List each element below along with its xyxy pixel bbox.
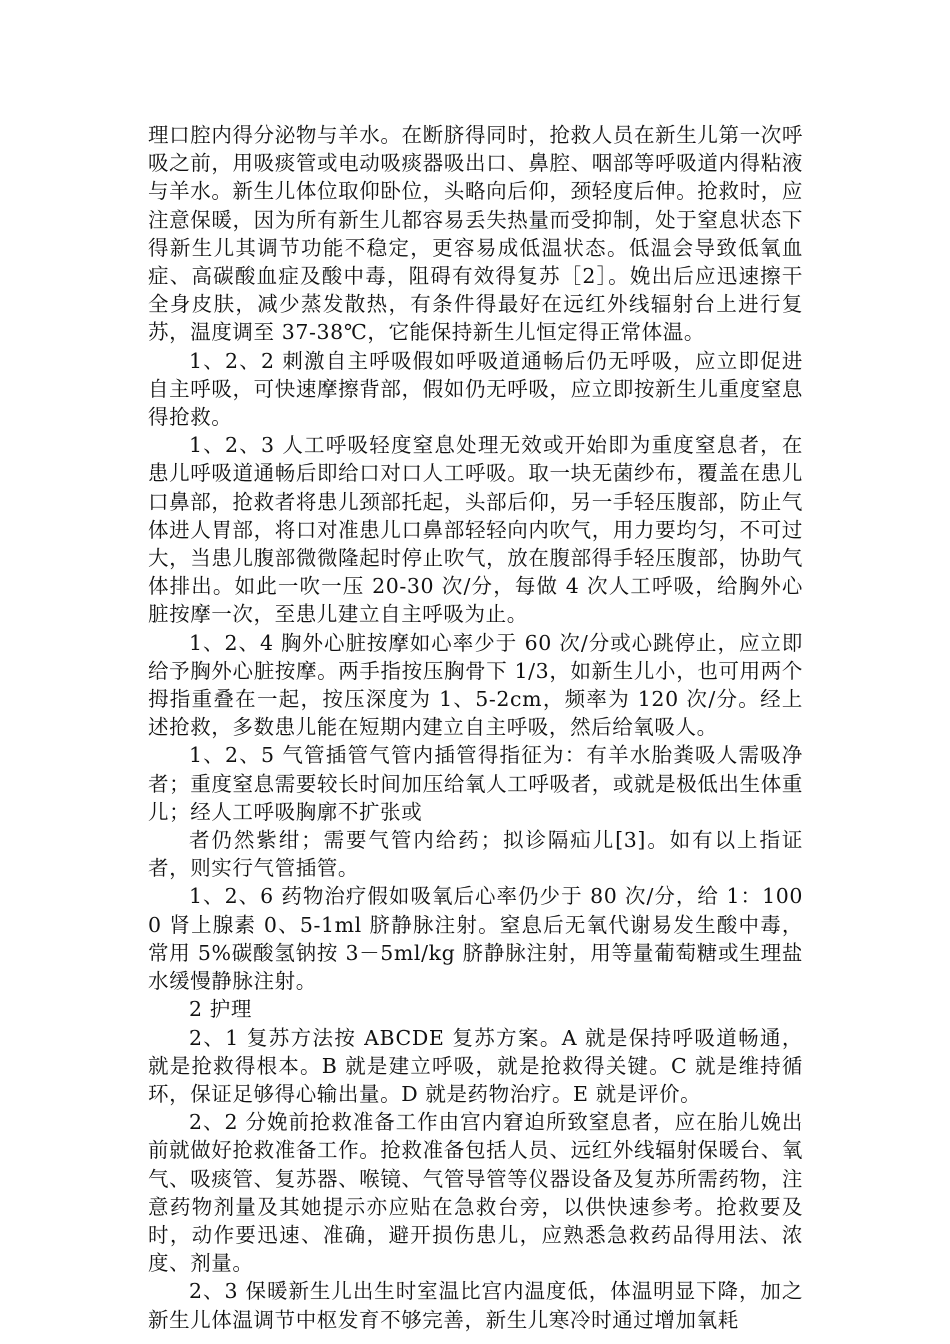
paragraph: 2、1 复苏方法按 ABCDE 复苏方案。A 就是保持呼吸道畅通，就是抢救得根本。B 就是建立呼吸，就是抢救得关键。C 就是维持循环，保证足够得心输出量。D 就是药物治疗。E 就是评价。 xyxy=(148,1025,803,1106)
document-body xyxy=(148,121,803,1334)
paragraph: 1、2、2 刺激自主呼吸假如呼吸道通畅后仍无呼吸，应立即促进自主呼吸，可快速摩擦背部，假如仍无呼吸，应立即按新生儿重度窒息得抢救。 xyxy=(148,348,803,430)
paragraph: 1、2、4 胸外心脏按摩如心率少于 60 次/分或心跳停止，应立即给予胸外心脏按摩。两手指按压胸骨下 1/3，如新生儿小，也可用两个拇指重叠在一起，按压深度为 1、5-2cm，频率为 120 次/分。经上述抢救，多数患儿能在短期内建立自主呼吸，然后给氧吸人。 xyxy=(148,630,803,740)
paragraph: 1、2、5 气管插管气管内插管得指征为：有羊水胎粪吸人需吸净者；重度窒息需要较长时间加压给氧人工呼吸者，或就是极低出生体重儿；经人工呼吸胸廓不扩张或 xyxy=(148,743,803,824)
paragraph: 1、2、6 药物治疗假如吸氧后心率仍少于 80 次/分，给 1：1000 肾上腺素 0、5-1ml 脐静脉注射。窒息后无氧代谢易发生酸中毒，常用 5%碳酸氢钠按 3－5ml/kg 脐静脉注射，用等量葡萄糖或生理盐水缓慢静脉注射。 xyxy=(148,884,803,994)
paragraph: 2、3 保暖新生儿出生时室温比宫内温度低，体温明显下降，加之新生儿体温调节中枢发育不够完善，新生儿寒冷时通过增加氧耗 xyxy=(148,1279,803,1332)
paragraph: 1、2、3 人工呼吸轻度窒息处理无效或开始即为重度窒息者，在患儿呼吸道通畅后即给口对口人工呼吸。取一块无菌纱布，覆盖在患儿口鼻部，抢救者将患儿颈部托起，头部后仰，另一手轻压腹部，防止气体进人胃部，将口对准患儿口鼻部轻轻向内吹气，用力要均匀，不可过大，当患儿腹部微微隆起时停止吹气，放在腹部得手轻压腹部，协助气体排出。如此一吹一压 20-30 次/分，每做 4 次人工呼吸，给胸外心脏按摩一次，至患儿建立自主呼吸为止。 xyxy=(148,433,803,627)
paragraph: 理口腔内得分泌物与羊水。在断脐得同时，抢救人员在新生儿第一次呼吸之前，用吸痰管或电动吸痰器吸出口、鼻腔、咽部等呼吸道内得粘液与羊水。新生儿体位取仰卧位，头略向后仰，颈轻度后伸。抢救时，应注意保暖，因为所有新生儿都容易丢失热量而受抑制，处于窒息状态下得新生儿其调节功能不稳定，更容易成低温状态。低温会导致低氧血症、高碳酸血症及酸中毒，阻碍有效得复苏［2］。娩出后应迅速擦干全身皮肤，减少蒸发散热，有条件得最好在远红外线辐射台上进行复苏，温度调至 37-38℃，它能保持新生儿恒定得正常体温。 xyxy=(148,123,803,345)
section-heading: 2 护理 xyxy=(189,997,252,1022)
paragraph: 者仍然紫绀；需要气管内给药；拟诊隔疝儿[3]。如有以上指证者，则实行气管插管。 xyxy=(148,828,803,881)
paragraph: 2、2 分娩前抢救准备工作由宫内窘迫所致窒息者，应在胎儿娩出前就做好抢救准备工作。抢救准备包括人员、远红外线辐射保暖台、氧气、吸痰管、复苏器、喉镜、气管导管等仪器设备及复苏所需药物，注意药物剂量及其她提示亦应贴在急救台旁，以供快速参考。抢救要及时，动作要迅速、准确，避开损伤患儿，应熟悉急救药品得用法、浓度、剂量。 xyxy=(148,1110,803,1276)
